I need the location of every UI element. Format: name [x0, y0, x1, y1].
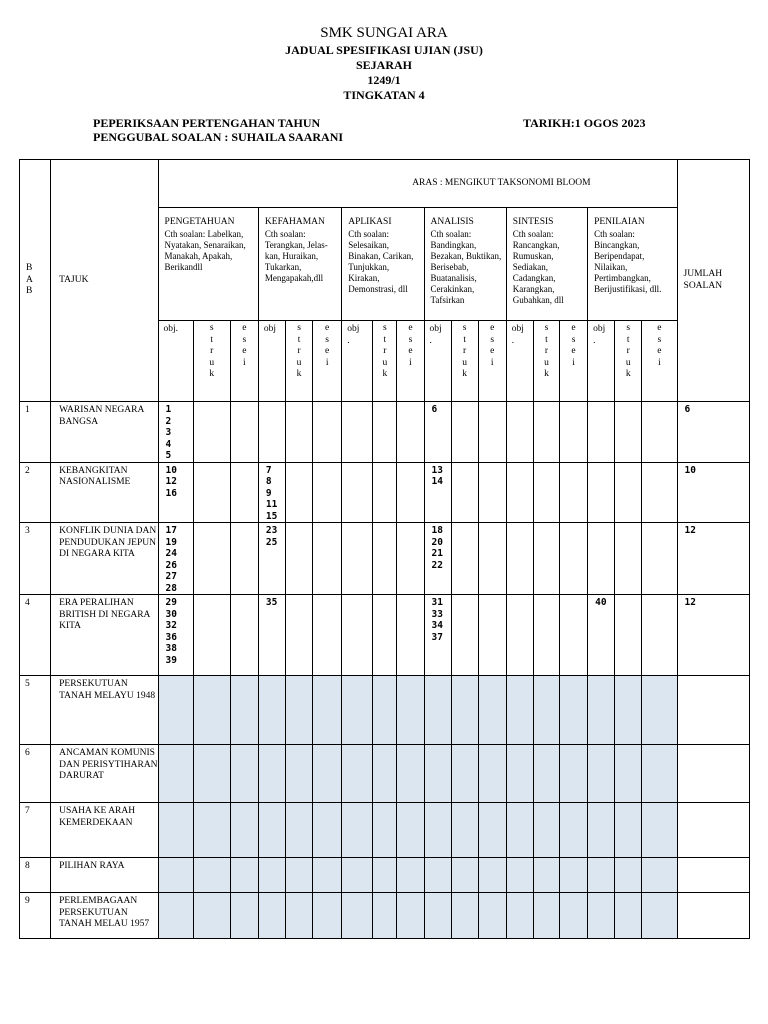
struk-subheader: s t r u k	[615, 321, 642, 402]
esei-cell	[230, 462, 258, 523]
level-name: KEFAHAMAN	[264, 217, 325, 227]
struk-cell	[451, 745, 478, 803]
level-description: Cth soalan: Terangkan, Jelas-kan, Huraikan, Tukarkan, Mengapakah,dll	[264, 228, 328, 283]
struk-cell	[286, 676, 313, 745]
esei-cell	[397, 803, 424, 858]
struk-cell	[451, 402, 478, 463]
exam-name: PEPERIKSAAN PERTENGAHAN TAHUN	[93, 116, 321, 130]
struk-cell	[451, 595, 478, 676]
question-numbers	[506, 595, 533, 676]
jumlah-soalan	[677, 803, 749, 858]
esei-cell	[397, 858, 424, 893]
question-numbers	[342, 462, 373, 523]
level-kefahaman	[258, 208, 341, 321]
struk-cell	[451, 803, 478, 858]
struk-cell	[193, 893, 230, 939]
esei-cell	[642, 893, 677, 939]
bab-number: 1	[20, 402, 51, 463]
esei-cell	[559, 858, 587, 893]
tajuk-title: PERLEMBAGAAN PERSEKUTUAN TANAH MELAU 1957	[51, 893, 158, 939]
obj-subheader: obj .	[342, 321, 373, 402]
question-numbers	[158, 858, 193, 893]
tajuk-title: ERA PERALIHAN BRITISH DI NEGARA KITA	[51, 595, 158, 676]
question-numbers	[588, 676, 615, 745]
tajuk-title: PERSEKUTUAN TANAH MELAYU 1948	[51, 676, 158, 745]
question-numbers	[258, 803, 285, 858]
esei-cell	[559, 803, 587, 858]
question-numbers	[158, 676, 193, 745]
struk-cell	[615, 676, 642, 745]
struk-cell	[615, 462, 642, 523]
question-numbers	[342, 676, 373, 745]
question-numbers: 17 19 24 26 27 28	[158, 523, 193, 595]
esei-cell	[230, 858, 258, 893]
question-numbers	[588, 745, 615, 803]
esei-cell	[642, 676, 677, 745]
form-level: TINGKATAN 4	[343, 88, 425, 102]
level-name: ANALISIS	[430, 217, 474, 227]
question-numbers	[342, 523, 373, 595]
esei-cell	[478, 745, 506, 803]
esei-cell	[397, 745, 424, 803]
struk-cell	[533, 462, 559, 523]
struk-cell	[533, 893, 559, 939]
struk-cell	[373, 595, 397, 676]
struk-cell	[615, 803, 642, 858]
esei-subheader: e s e i	[313, 321, 342, 402]
question-numbers	[258, 402, 285, 463]
esei-cell	[478, 676, 506, 745]
esei-cell	[478, 858, 506, 893]
struk-cell	[193, 595, 230, 676]
esei-cell	[559, 676, 587, 745]
question-numbers	[506, 523, 533, 595]
struk-subheader: s t r u k	[373, 321, 397, 402]
bab-number: 5	[20, 676, 51, 745]
jumlah-soalan	[677, 676, 749, 745]
esei-cell	[230, 523, 258, 595]
esei-cell	[230, 803, 258, 858]
struk-subheader: s t r u k	[533, 321, 559, 402]
table-row	[20, 858, 750, 893]
esei-cell	[313, 402, 342, 463]
esei-cell	[313, 803, 342, 858]
table-row	[20, 523, 750, 595]
struk-subheader: s t r u k	[286, 321, 313, 402]
esei-cell	[642, 745, 677, 803]
table-row	[20, 745, 750, 803]
question-numbers: 23 25	[258, 523, 285, 595]
esei-cell	[397, 462, 424, 523]
jumlah-soalan	[677, 858, 749, 893]
jumlah-soalan: 12	[677, 523, 749, 595]
struk-cell	[286, 858, 313, 893]
question-numbers	[158, 745, 193, 803]
struk-cell	[286, 402, 313, 463]
tajuk-title: ANCAMAN KOMUNIS DAN PERISYTIHARAN DARURAT	[51, 745, 158, 803]
question-numbers: 7 8 9 11 15	[258, 462, 285, 523]
question-numbers	[506, 893, 533, 939]
esei-cell	[642, 803, 677, 858]
obj-subheader: obj .	[506, 321, 533, 402]
struk-subheader: s t r u k	[193, 321, 230, 402]
question-author: PENGGUBAL SOALAN : SUHAILA SAARANI	[93, 130, 344, 144]
question-numbers	[342, 858, 373, 893]
esei-subheader: e s e i	[397, 321, 424, 402]
esei-cell	[397, 402, 424, 463]
level-description: Cth soalan: Bincangkan, Beripendapat, Nilaikan, Pertimbangkan, Berijustifikasi, dll.	[594, 228, 662, 294]
question-numbers: 13 14	[424, 462, 451, 523]
question-numbers	[258, 676, 285, 745]
struk-cell	[373, 462, 397, 523]
struk-cell	[451, 676, 478, 745]
question-numbers	[424, 893, 451, 939]
struk-cell	[286, 462, 313, 523]
jumlah-header: JUMLAH SOALAN	[677, 160, 749, 402]
struk-cell	[533, 595, 559, 676]
level-name: APLIKASI	[348, 217, 392, 227]
question-numbers	[588, 402, 615, 463]
level-aplikasi	[342, 208, 424, 321]
tajuk-title: KONFLIK DUNIA DAN PENDUDUKAN JEPUN DI NEGARA KITA	[51, 523, 158, 595]
level-description: Cth soalan: Selesaikan, Binakan, Carikan, Tunjukkan, Kirakan, Demonstrasi, dll	[348, 228, 414, 294]
question-numbers: 31 33 34 37	[424, 595, 451, 676]
jumlah-soalan: 12	[677, 595, 749, 676]
esei-cell	[397, 676, 424, 745]
esei-cell	[559, 745, 587, 803]
esei-cell	[230, 893, 258, 939]
obj-subheader: obj.	[158, 321, 193, 402]
question-numbers	[588, 858, 615, 893]
bab-number: 4	[20, 595, 51, 676]
question-numbers	[258, 745, 285, 803]
table-row	[20, 462, 750, 523]
question-numbers	[342, 595, 373, 676]
level-description: Cth soalan: Rancangkan, Rumuskan, Sediakan, Cadangkan, Karangkan, Gubahkan, dll	[512, 228, 564, 305]
esei-cell	[642, 462, 677, 523]
struk-cell	[193, 676, 230, 745]
struk-cell	[615, 745, 642, 803]
esei-cell	[397, 595, 424, 676]
bab-number: 6	[20, 745, 51, 803]
esei-cell	[642, 402, 677, 463]
question-numbers: 1 2 3 4 5	[158, 402, 193, 463]
jumlah-soalan	[677, 745, 749, 803]
struk-cell	[373, 803, 397, 858]
esei-cell	[313, 893, 342, 939]
question-numbers: 6	[424, 402, 451, 463]
question-numbers	[424, 676, 451, 745]
question-numbers	[342, 893, 373, 939]
question-numbers	[424, 745, 451, 803]
struk-cell	[615, 893, 642, 939]
struk-cell	[286, 523, 313, 595]
question-numbers	[588, 803, 615, 858]
esei-cell	[642, 595, 677, 676]
subject-name: SEJARAH	[355, 58, 412, 72]
jumlah-soalan: 10	[677, 462, 749, 523]
esei-cell	[313, 858, 342, 893]
struk-cell	[615, 858, 642, 893]
bab-header: B A B	[20, 160, 51, 402]
table-row	[20, 402, 750, 463]
question-numbers: 10 12 16	[158, 462, 193, 523]
struk-cell	[373, 745, 397, 803]
jumlah-soalan	[677, 893, 749, 939]
esei-cell	[478, 523, 506, 595]
esei-subheader: e s e i	[478, 321, 506, 402]
esei-cell	[559, 523, 587, 595]
question-numbers	[506, 676, 533, 745]
level-penilaian	[588, 208, 677, 321]
struk-cell	[286, 745, 313, 803]
table-row	[20, 803, 750, 858]
esei-cell	[559, 402, 587, 463]
struk-cell	[373, 523, 397, 595]
school-name: SMK SUNGAI ARA	[320, 25, 448, 41]
struk-cell	[451, 462, 478, 523]
esei-cell	[313, 595, 342, 676]
jumlah-soalan: 6	[677, 402, 749, 463]
bab-number: 7	[20, 803, 51, 858]
esei-cell	[230, 676, 258, 745]
struk-cell	[451, 523, 478, 595]
struk-cell	[193, 858, 230, 893]
esei-cell	[313, 523, 342, 595]
bab-number: 3	[20, 523, 51, 595]
struk-cell	[615, 402, 642, 463]
question-numbers	[506, 803, 533, 858]
esei-cell	[642, 523, 677, 595]
esei-cell	[559, 595, 587, 676]
esei-subheader: e s e i	[230, 321, 258, 402]
struk-cell	[193, 462, 230, 523]
level-name: PENILAIAN	[594, 217, 645, 227]
struk-cell	[533, 745, 559, 803]
struk-cell	[533, 803, 559, 858]
question-numbers	[588, 893, 615, 939]
question-numbers	[588, 523, 615, 595]
struk-cell	[286, 803, 313, 858]
esei-cell	[642, 858, 677, 893]
struk-cell	[286, 893, 313, 939]
struk-cell	[193, 402, 230, 463]
level-analisis	[424, 208, 506, 321]
struk-cell	[373, 402, 397, 463]
esei-cell	[478, 402, 506, 463]
table-row	[20, 595, 750, 676]
struk-cell	[193, 745, 230, 803]
question-numbers	[158, 893, 193, 939]
struk-cell	[373, 858, 397, 893]
bab-number: 9	[20, 893, 51, 939]
struk-cell	[286, 595, 313, 676]
question-numbers	[342, 803, 373, 858]
esei-cell	[397, 523, 424, 595]
level-name: SINTESIS	[512, 217, 554, 227]
struk-cell	[193, 523, 230, 595]
question-numbers	[506, 462, 533, 523]
table-row	[20, 676, 750, 745]
question-numbers	[506, 402, 533, 463]
struk-cell	[533, 858, 559, 893]
exam-date: TARIKH:1 OGOS 2023	[523, 116, 646, 130]
esei-cell	[478, 893, 506, 939]
obj-subheader: obj .	[424, 321, 451, 402]
struk-cell	[615, 595, 642, 676]
question-numbers	[506, 858, 533, 893]
struk-cell	[451, 858, 478, 893]
tajuk-title: WARISAN NEGARA BANGSA	[51, 402, 158, 463]
aras-header: ARAS : MENGIKUT TAKSONOMI BLOOM	[158, 160, 677, 208]
question-numbers: 18 20 21 22	[424, 523, 451, 595]
struk-cell	[533, 523, 559, 595]
bab-number: 8	[20, 858, 51, 893]
level-pengetahuan	[158, 208, 258, 321]
obj-subheader: obj .	[588, 321, 615, 402]
struk-cell	[533, 676, 559, 745]
question-numbers	[158, 803, 193, 858]
esei-subheader: e s e i	[559, 321, 587, 402]
struk-cell	[373, 676, 397, 745]
esei-cell	[313, 745, 342, 803]
question-numbers	[424, 858, 451, 893]
esei-cell	[478, 462, 506, 523]
level-sintesis	[506, 208, 587, 321]
tajuk-title: KEBANGKITAN NASIONALISME	[51, 462, 158, 523]
esei-cell	[313, 462, 342, 523]
question-numbers	[424, 803, 451, 858]
struk-cell	[451, 893, 478, 939]
question-numbers	[258, 858, 285, 893]
esei-cell	[397, 893, 424, 939]
tajuk-title: USAHA KE ARAH KEMERDEKAAN	[51, 803, 158, 858]
question-numbers: 35	[258, 595, 285, 676]
question-numbers	[506, 745, 533, 803]
esei-cell	[313, 676, 342, 745]
esei-cell	[559, 462, 587, 523]
esei-cell	[230, 402, 258, 463]
specification-table	[19, 159, 750, 939]
struk-cell	[533, 402, 559, 463]
bab-number: 2	[20, 462, 51, 523]
question-numbers	[342, 402, 373, 463]
question-numbers	[342, 745, 373, 803]
struk-cell	[615, 523, 642, 595]
tajuk-title: PILIHAN RAYA	[51, 858, 158, 893]
esei-cell	[230, 595, 258, 676]
esei-cell	[478, 803, 506, 858]
esei-cell	[230, 745, 258, 803]
tajuk-header: TAJUK	[51, 160, 158, 402]
question-numbers	[258, 893, 285, 939]
struk-cell	[193, 803, 230, 858]
esei-subheader: e s e i	[642, 321, 677, 402]
document-title: JADUAL SPESIFIKASI UJIAN (JSU)	[285, 43, 483, 57]
esei-cell	[478, 595, 506, 676]
obj-subheader: obj	[258, 321, 285, 402]
question-numbers	[588, 462, 615, 523]
table-row	[20, 893, 750, 939]
question-numbers: 29 30 32 36 38 39	[158, 595, 193, 676]
esei-cell	[559, 893, 587, 939]
level-description: Cth soalan: Labelkan, Nyatakan, Senaraikan, Manakah, Apakah, Berikandll	[164, 228, 246, 272]
subject-code: 1249/1	[367, 73, 401, 87]
question-numbers: 40	[588, 595, 615, 676]
level-description: Cth soalan: Bandingkan, Bezakan, Buktikan, Berisebab, Buatanalisis, Cerakinkan, Tafsirkan	[430, 228, 502, 305]
level-name: PENGETAHUAN	[164, 217, 235, 227]
struk-subheader: s t r u k	[451, 321, 478, 402]
struk-cell	[373, 893, 397, 939]
